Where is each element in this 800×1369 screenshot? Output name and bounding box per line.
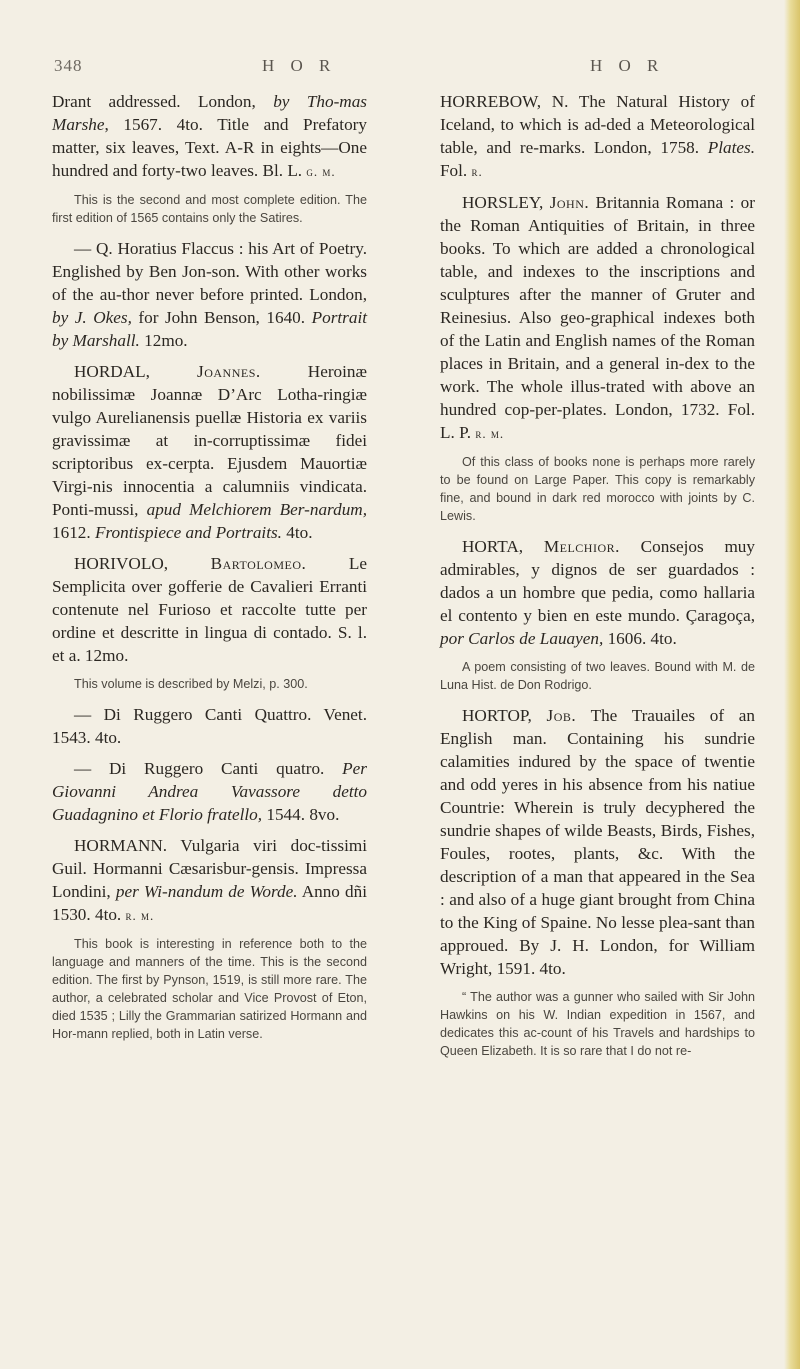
entry-text: — Di Ruggero Canti Quattro. Venet. 1543. 4to. (52, 705, 367, 747)
entry-text: Anno dñi 1530. 4to. (52, 882, 367, 924)
entry-text: HORIVOLO, (74, 554, 211, 573)
author-forename: Bartolomeo. (210, 554, 307, 573)
entry-text: HORREBOW, N. The Natural History of Iceland, to which is ad-ded a Meteorological table, and re-marks. London, 1758. (440, 92, 755, 157)
entry-text: 12mo. (139, 331, 188, 350)
entry-text: Heroinæ nobilissimæ Joannæ D’Arc Lotha-ringiæ vulgo Aurelianensis puellæ Historia ex variis gravissimæ at in-corruptissimæ fidei scriptoribus ex-cerpta. Ejusdem Mauortiæ Virgi-nis innocentia a calumniis vindicata. Ponti-mussi, (52, 362, 367, 519)
entry-text: — Q. Horatius Flaccus : his Art of Poetry. Englished by Ben Jon-son. With other works of the au-thor never before printed. London, (52, 239, 367, 304)
catalog-entry (440, 90, 755, 183)
entry-text: 1606. 4to. (603, 629, 677, 648)
italic-text: per Wi-nandum de Worde. (115, 882, 298, 901)
bibliographic-note (52, 675, 367, 693)
entry-text: A poem consisting of two leaves. Bound with M. de Luna Hist. de Don Rodrigo. (440, 660, 755, 692)
entry-text: HORMANN. Vulgaria viri doc-tissimi Guil. Hormanni Cæsarisbur-gensis. Impressa Londini, (52, 836, 367, 901)
bibliographic-note (440, 658, 755, 694)
catalog-entry (52, 237, 367, 352)
entry-text: Of this class of books none is perhaps more rarely to be found on Large Paper. This copy is remarkably fine, and bound in dark red morocco with joints by C. Lewis. (440, 455, 755, 523)
entry-text: HORDAL, (74, 362, 198, 381)
running-head-left: H O R (262, 56, 337, 75)
catalog-entry (440, 704, 755, 980)
catalog-entry (52, 757, 367, 826)
entry-text: HORTOP, (462, 706, 547, 725)
italic-text: por Carlos de Lauayen, (440, 629, 604, 648)
italic-text: Plates. (707, 138, 755, 157)
bibliographic-note (440, 453, 755, 525)
catalog-entry (440, 191, 755, 445)
entry-text: HORTA, (462, 537, 544, 556)
bibliographic-note (440, 988, 755, 1060)
bibliographic-note (52, 935, 367, 1043)
author-forename: Melchior. (543, 537, 620, 556)
catalog-entry (52, 552, 367, 667)
bibliographic-note (52, 191, 367, 227)
entry-text: Fol. (440, 161, 472, 180)
author-forename: Job. (546, 706, 577, 725)
left-column (52, 90, 367, 1053)
author-forename: Joannes. (197, 362, 261, 381)
entry-text: — Di Ruggero Canti quatro. (74, 759, 343, 778)
entry-text: for John Benson, 1640. (131, 308, 312, 327)
italic-text: Portrait by Marshall. (52, 308, 367, 350)
entry-text: HORSLEY, (462, 193, 550, 212)
italic-text: by J. Okes, (52, 308, 132, 327)
italic-text: Per Giovanni Andrea Vavassore detto Guadagnino et Florio fratello, (52, 759, 367, 824)
provenance-mark: g. m. (306, 164, 336, 179)
page-number: 348 (54, 56, 83, 75)
running-head-right: H O R (590, 56, 665, 75)
provenance-mark: r. m. (475, 426, 505, 441)
catalog-entry (52, 90, 367, 183)
entry-text: 1544. 8vo. (262, 805, 340, 824)
right-column (440, 90, 755, 1070)
entry-text: Britannia Romana : or the Roman Antiquities of Britain, in three books. To which are added a chronological table, and indexes to the inscriptions and sculptures after the manner of Gruter and Reinesius. Also geo-graphical indexes both of the Latin and English names of the Roman places in Britain, and a general in-dex to the work. The whole illus-trated with above an hundred cop-per-plates. London, 1732. Fol. L. P. (440, 193, 755, 442)
page-edge (784, 0, 800, 1369)
entry-text: This volume is described by Melzi, p. 300. (74, 677, 308, 691)
entry-text: Consejos muy admirables, y dignos de ser guardados : dados a un hombre que pedia, como hallaria el contento y bien en este mundo. Çaragoça, (440, 537, 755, 625)
entry-text: 1612. (52, 523, 95, 542)
italic-text: apud Melchiorem Ber-nardum, (146, 500, 368, 519)
entry-text: 4to. (281, 523, 313, 542)
italic-text: by Tho-mas Marshe (52, 92, 368, 134)
author-forename: John. (549, 193, 590, 212)
provenance-mark: r. m. (125, 908, 155, 923)
provenance-mark: r. (471, 164, 483, 179)
entry-text: Le Semplicita over gofferie de Cavalieri Erranti contenute nel Furioso et raccolte tutte per ordine et descritte in lingua di contado. S. l. et a. 12mo. (52, 554, 367, 665)
entry-text: , 1567. 4to. Title and Prefatory matter, six leaves, Text. A-R in eights—One hundred and forty-two leaves. Bl. L. (52, 115, 367, 180)
italic-text: Frontispiece and Portraits. (94, 523, 282, 542)
catalog-entry (52, 834, 367, 927)
catalog-entry (52, 703, 367, 749)
entry-text: Drant addressed. London, (52, 92, 274, 111)
entry-text: This book is interesting in reference both to the language and manners of the time. This is the second edition. The first by Pynson, 1519, is still more rare. The author, a celebrated scholar and Vice Provost of Eton, died 1535 ; Lilly the Grammarian satirized Hormann and Hor-mann replied, both in Latin verse. (52, 937, 367, 1041)
catalog-entry (52, 360, 367, 544)
entry-text: This is the second and most complete edition. The first edition of 1565 contains only the Satires. (52, 193, 367, 225)
entry-text: “ The author was a gunner who sailed with Sir John Hawkins on his W. Indian expedition in 1567, and dedicates this ac-count of his Travels and hardships to Queen Elizabeth. It is so rare that I do not re- (440, 990, 755, 1058)
entry-text: The Trauailes of an English man. Containing his sundrie calamities indured by the space of twentie and odd yeres in his absence from his natiue Countrie: Wherein is truly decyphered the sundrie shapes of wilde Beasts, Birds, Fishes, Foules, rootes, plants, &c. With the description of a man that appeared in the Sea : and also of a huge giant brought from China to the King of Spaine. No lesse plea-sant than approued. By J. H. London, for William Wright, 1591. 4to. (440, 706, 755, 978)
catalog-entry (440, 535, 755, 650)
page-header (54, 56, 766, 80)
